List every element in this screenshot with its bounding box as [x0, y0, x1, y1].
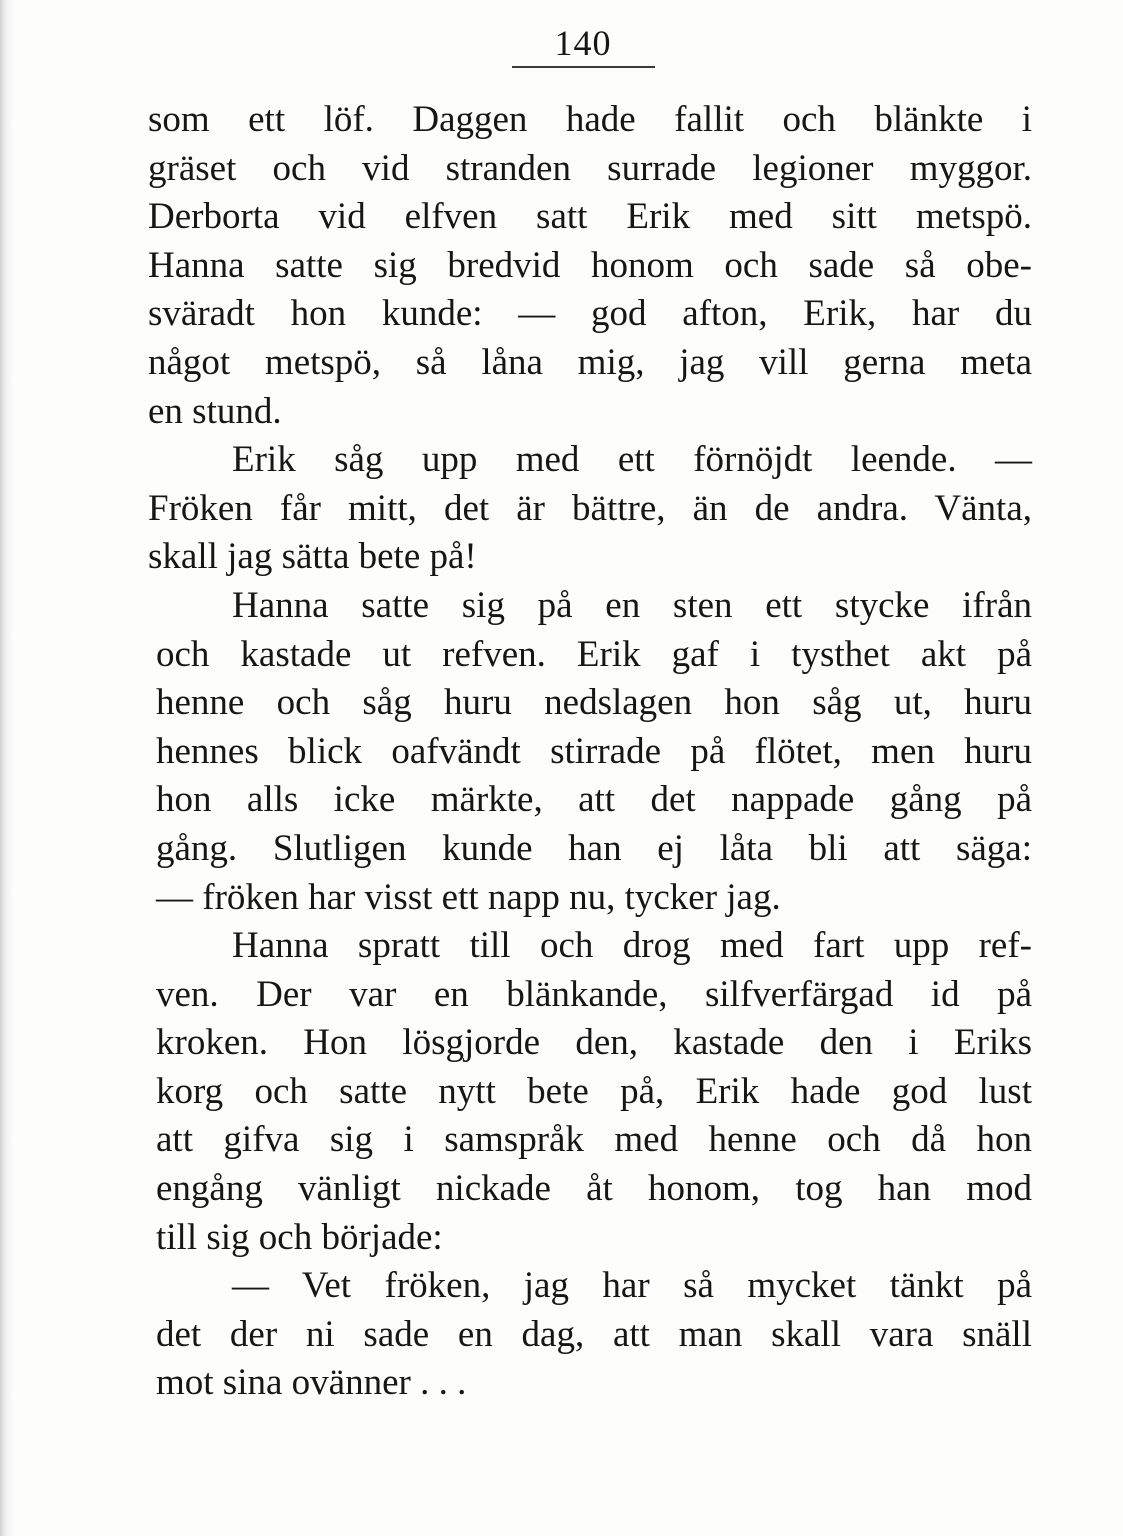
text-line: Hanna spratt till och drog med fart upp ref-: [232, 925, 1032, 967]
text-line: och kastade ut refven. Erik gaf i tysthet akt på: [156, 633, 1032, 675]
text-line: henne och såg huru nedslagen hon såg ut, huru: [156, 682, 1032, 724]
text-line: att gifva sig i samspråk med henne och då hon: [156, 1119, 1032, 1161]
text-line: korg och satte nytt bete på, Erik hade god lust: [156, 1070, 1032, 1112]
text-line: till sig och började:: [156, 1216, 443, 1258]
text-line: Erik såg upp med ett förnöjdt leende. —: [232, 439, 1032, 481]
text-line: hon alls icke märkte, att det nappade gång på: [156, 779, 1032, 821]
text-line: som ett löf. Daggen hade fallit och blänkte i: [148, 99, 1032, 140]
body-text: [148, 96, 1032, 1408]
text-line: gräset och vid stranden surrade legioner myggor.: [148, 147, 1032, 189]
text-line: Fröken får mitt, det är bättre, än de andra. Vänta,: [148, 487, 1032, 529]
text-line: engång vänligt nickade åt honom, tog han mod: [156, 1168, 1032, 1210]
text-line: mot sina ovänner . . .: [156, 1362, 467, 1404]
text-line: det der ni sade en dag, att man skall vara snäll: [156, 1313, 1032, 1355]
text-line: gång. Slutligen kunde han ej låta bli att säga:: [156, 827, 1032, 869]
text-line: skall jag sätta bete på!: [148, 536, 477, 578]
text-line: kroken. Hon lösgjorde den, kastade den i Eriks: [156, 1022, 1032, 1064]
text-line: något metspö, så låna mig, jag vill gerna meta: [148, 341, 1032, 383]
text-line: — fröken har visst ett napp nu, tycker jag.: [156, 876, 781, 918]
text-line: — Vet fröken, jag har så mycket tänkt på: [232, 1265, 1032, 1307]
text-line: sväradt hon kunde: — god afton, Erik, har du: [148, 293, 1032, 335]
text-line: Hanna satte sig på en sten ett stycke ifrån: [232, 584, 1032, 626]
text-line: ven. Der var en blänkande, silfverfärgad id på: [156, 973, 1032, 1015]
text-line: Hanna satte sig bredvid honom och sade så obe-: [148, 244, 1032, 286]
page-number: 140: [554, 23, 612, 63]
text-line: Derborta vid elfven satt Erik med sitt metspö.: [148, 196, 1032, 238]
page-gutter-edge: [0, 0, 14, 1536]
page-number-rule: [512, 66, 655, 68]
text-line: hennes blick oafvändt stirrade på flötet, men huru: [156, 730, 1032, 772]
text-line: en stund.: [148, 390, 282, 432]
